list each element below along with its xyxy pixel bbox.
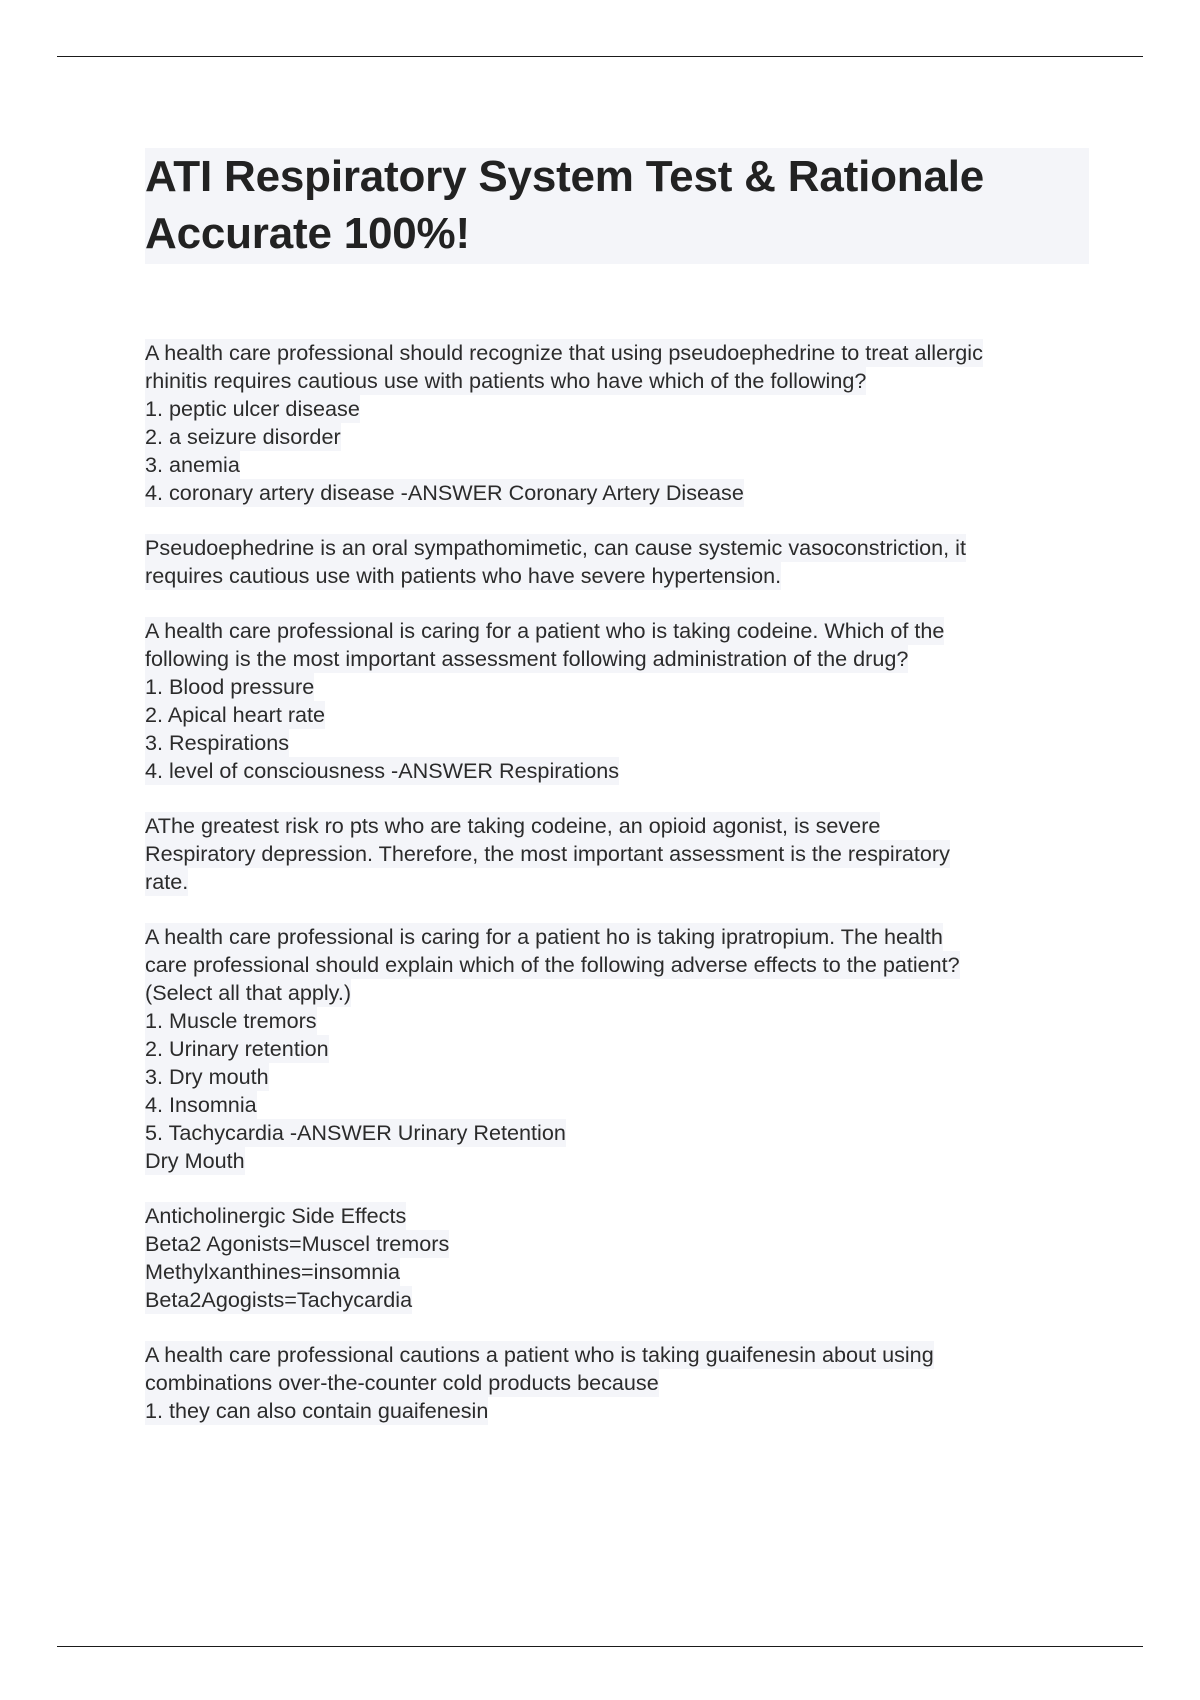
question-block [145,617,1105,785]
text-line: Pseudoephedrine is an oral sympathomimetic, can cause systemic vasoconstriction, it [145,535,966,560]
answer-text: Dry Mouth [145,1148,245,1173]
text-line: combinations over-the-counter cold products because [145,1370,659,1395]
text-line: A health care professional is caring for a patient ho is taking ipratropium. The health [145,924,943,949]
text-line: rhinitis requires cautious use with patients who have which of the following? [145,368,867,393]
answer-option: 3. anemia [145,452,240,477]
answer-option: 3. Respirations [145,730,290,755]
rationale-block [145,1202,1105,1314]
page-title-line: Accurate 100%! [145,209,470,258]
text-line: Beta2 Agonists=Muscel tremors [145,1231,450,1256]
page-title [145,148,1089,264]
question-block [145,339,1105,507]
answer-option: 3. Dry mouth [145,1064,269,1089]
answer-option: 4. coronary artery disease -ANSWER Coronary Artery Disease [145,480,744,505]
answer-option: 2. a seizure disorder [145,424,341,449]
answer-option: 1. peptic ulcer disease [145,396,360,421]
text-line: following is the most important assessment following administration of the drug? [145,646,909,671]
text-line: (Select all that apply.) [145,980,352,1005]
answer-option: 2. Apical heart rate [145,702,326,727]
answer-option: 4. Insomnia [145,1092,257,1117]
text-line: requires cautious use with patients who have severe hypertension. [145,563,782,588]
page-title-line: ATI Respiratory System Test & Rationale [145,152,985,201]
text-line: A health care professional should recognize that using pseudoephedrine to treat allergic [145,340,983,365]
text-line: rate. [145,869,189,894]
question-block [145,1341,1105,1425]
rationale-block [145,534,1105,590]
footer-rule [57,1646,1143,1647]
text-line: Respiratory depression. Therefore, the most important assessment is the respiratory [145,841,950,866]
answer-option: 2. Urinary retention [145,1036,329,1061]
text-line: A health care professional cautions a patient who is taking guaifenesin about using [145,1342,934,1367]
text-line: A health care professional is caring for a patient who is taking codeine. Which of the [145,618,945,643]
rationale-block [145,812,1105,896]
document-body [145,339,1105,1452]
text-line: Methylxanthines=insomnia [145,1259,401,1284]
text-line: AThe greatest risk ro pts who are taking codeine, an opioid agonist, is severe [145,813,881,838]
answer-option: 1. Muscle tremors [145,1008,317,1033]
answer-option: 1. they can also contain guaifenesin [145,1398,489,1423]
text-line: Anticholinergic Side Effects [145,1203,407,1228]
text-line: Beta2Agogists=Tachycardia [145,1287,413,1312]
header-rule [57,56,1143,57]
answer-option: 1. Blood pressure [145,674,315,699]
question-block [145,923,1105,1175]
answer-option: 5. Tachycardia -ANSWER Urinary Retention [145,1120,566,1145]
answer-option: 4. level of consciousness -ANSWER Respirations [145,758,620,783]
text-line: care professional should explain which of the following adverse effects to the patient? [145,952,960,977]
